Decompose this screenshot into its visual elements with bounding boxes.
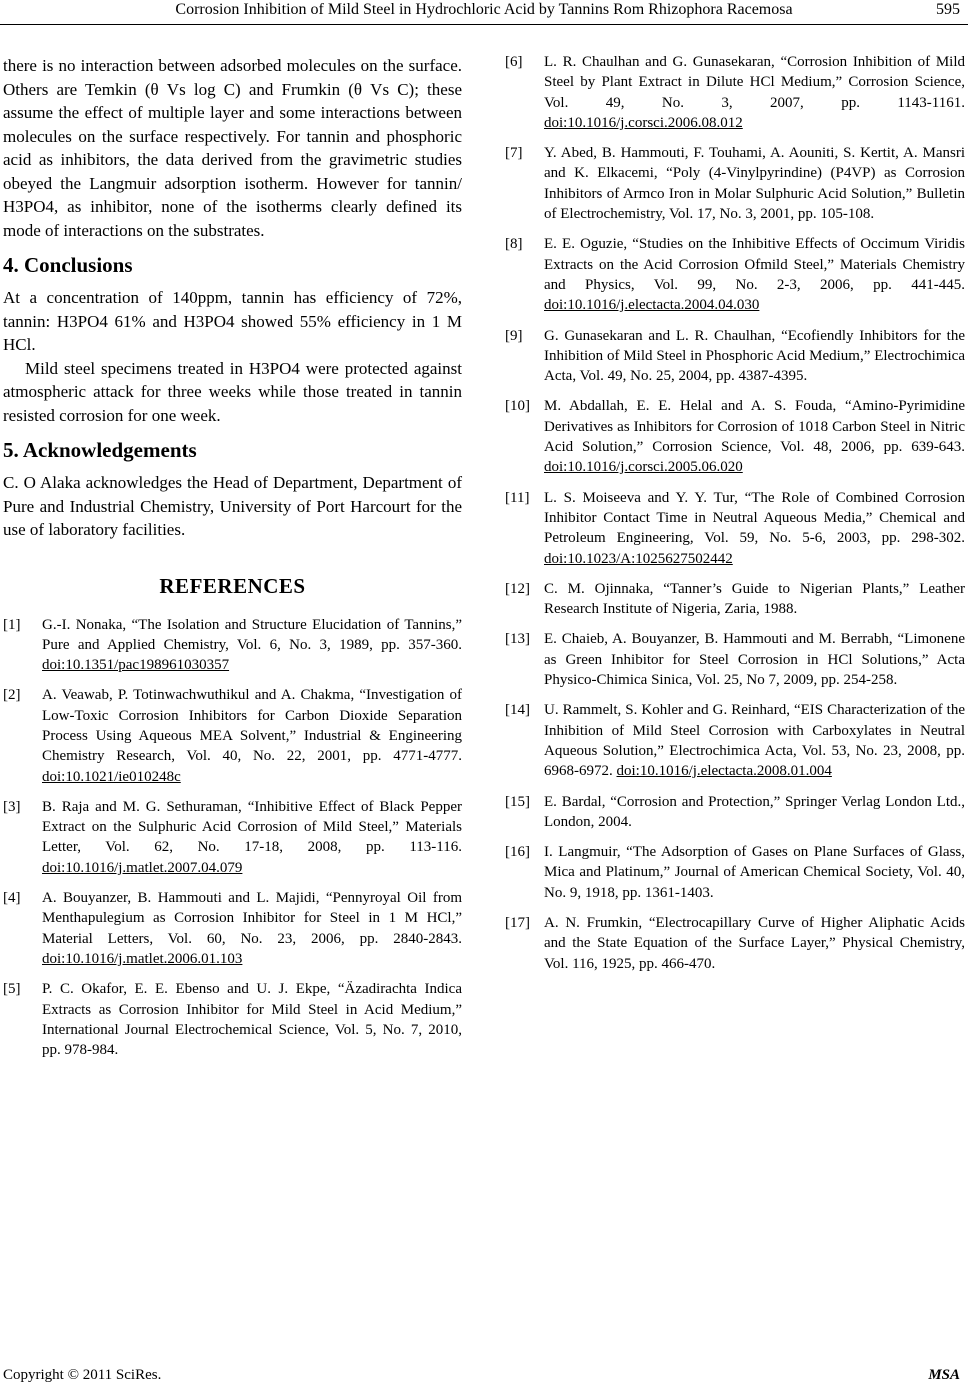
reference-item (505, 143, 965, 224)
conclusions-paragraph-1: At a concentration of 140ppm, tannin has efficiency of 72%, tannin: H3PO4 61% and H3PO4 showed 55% efficiency in 1 M HCl. (3, 288, 462, 354)
reference-text: U. Rammelt, S. Kohler and G. Reinhard, “EIS Characterization of the Inhibition of Mild Steel Corrosion with Carboxylates in Neutral Aqueous Solution,” Electrochimica Acta, Vol. 53, No. 23, 2008, pp. 6968-6972. (544, 702, 965, 780)
reference-text: A. Veawab, P. Totinwachwuthikul and A. Chakma, “Investigation of Low-Toxic Corrosion Inhibitors for Carbon Dioxide Separation Process Using Aqueous MEA Solvent,” Industrial & Engineering Chemistry Research, Vol. 40, No. 22, 2001, pp. 4771-4777. (42, 687, 462, 765)
reference-item (505, 52, 965, 133)
reference-text: E. Bardal, “Corrosion and Protection,” Springer Verlag London Ltd., London, 2004. (544, 793, 965, 830)
reference-number: [13] (505, 631, 530, 648)
reference-number: [10] (505, 398, 530, 415)
footer-copyright: Copyright © 2011 SciRes. (3, 1367, 162, 1383)
conclusions-paragraph-2: Mild steel specimens treated in H3PO4 were protected against atmospheric attack for three weeks while those treated in tannin resisted corrosion for one week. (3, 358, 462, 425)
reference-item (3, 979, 462, 1060)
reference-number: [4] (3, 890, 21, 907)
reference-number: [2] (3, 687, 21, 704)
reference-text: A. Bouyanzer, B. Hammouti and L. Majidi, “Pennyroyal Oil from Menthapulegium as Corrosion Inhibitor for Steel in 1 M HCl,” Material Letters, Vol. 60, No. 23, 2006, pp. 2840-2843. (42, 890, 462, 947)
reference-text: E. Chaieb, A. Bouyanzer, B. Hammouti and M. Berrabh, “Limonene as Green Inhibitor for Steel Corrosion in HCl Solutions,” Acta Physico-Chimica Sinica, Vol. 25, No 7, 2009, pp. 254-258. (544, 631, 965, 689)
reference-text: C. M. Ojinnaka, “Tanner’s Guide to Nigerian Plants,” Leather Research Institute of Nigeria, Zaria, 1988. (544, 580, 965, 618)
reference-item (505, 396, 965, 477)
reference-doi-link[interactable]: doi:10.1021/ie010248c (42, 768, 181, 785)
reference-doi-link[interactable]: doi:10.1016/j.matlet.2006.01.103 (42, 950, 243, 967)
reference-number: [6] (505, 54, 523, 70)
reference-item (3, 797, 462, 878)
reference-number: [11] (505, 489, 530, 506)
reference-number: [5] (3, 981, 21, 998)
reference-number: [12] (505, 580, 530, 597)
references-heading: REFERENCES (159, 573, 306, 598)
reference-doi-link[interactable]: doi:10.1016/j.corsci.2005.06.020 (544, 459, 743, 476)
reference-doi-link[interactable]: doi:10.1023/A:1025627502442 (544, 550, 733, 567)
reference-doi-link[interactable]: doi:10.1351/pac198961030357 (42, 657, 230, 674)
body-paragraph-isotherms: there is no interaction between adsorbed molecules on the surface. Others are Temkin (θ Vs log C) and Frumkin (θ Vs C); these assume the effect of multiple layer and some interactions between molecules on the surface respectively. For tannin and phosphoric acid as inhibitors, the data derived from the gravimetric studies obeyed the Langmuir adsorption isotherm. However for tannin/ H3PO4, as inhibitor, none of the isotherms clearly defined its mode of interactions on the substrates. (3, 56, 462, 240)
reference-number: [17] (505, 914, 530, 931)
reference-item (505, 488, 965, 569)
reference-text: B. Raja and M. G. Sethuraman, “Inhibitive Effect of Black Pepper Extract on the Sulphuric Acid Corrosion of Mild Steel,” Materials Letter, Vol. 62, No. 17-18, 2008, pp. 113-116. (42, 798, 462, 856)
reference-text: G. Gunasekaran and L. R. Chaulhan, “Ecofiendly Inhibitors for the Inhibition of Mild Steel in Phosphoric Acid Medium,” Electrochimica Acta, Vol. 49, No. 25, 2004, pp. 4387-4395. (544, 327, 965, 385)
right-column (505, 52, 965, 984)
reference-item (505, 792, 965, 833)
reference-number: [15] (505, 793, 530, 810)
reference-number: [16] (505, 844, 530, 861)
reference-number: [14] (505, 702, 530, 719)
running-title: Corrosion Inhibition of Mild Steel in Hydrochloric Acid by Tannins Rom Rhizophora Racemosa (175, 1, 793, 18)
reference-number: [9] (505, 327, 523, 344)
reference-item (505, 579, 965, 620)
reference-item (505, 326, 965, 387)
conclusions-heading: 4. Conclusions (3, 253, 133, 277)
reference-item (3, 888, 462, 969)
reference-item (505, 629, 965, 690)
reference-text: G.-I. Nonaka, “The Isolation and Structure Elucidation of Tannins,” Pure and Applied Chemistry, Vol. 6, No. 3, 1989, pp. 357-360. (42, 616, 462, 653)
reference-doi-link[interactable]: doi:10.1016/j.corsci.2006.08.012 (544, 114, 743, 131)
reference-number: [1] (3, 616, 21, 633)
header-rule (0, 24, 968, 25)
acknowledgements-paragraph: C. O Alaka acknowledges the Head of Department, Department of Pure and Industrial Chemistry, University of Port Harcourt for the use of laboratory facilities. (3, 473, 462, 539)
reference-text: P. C. Okafor, E. E. Ebenso and U. J. Ekpe, “Äzadirachta Indica Extracts as Corrosion Inhibitor for Mild Steel in Acid Medium,” International Journal Electrochemical Science, Vol. 5, No. 7, 2010, pp. 978-984. (42, 981, 462, 1059)
reference-text: M. Abdallah, E. E. Helal and A. S. Fouda, “Amino-Pyrimidine Derivatives as Inhibitors for Corrosion of 1018 Carbon Steel in Nitric Acid Solution,” Corrosion Science, Vol. 48, 2006, pp. 639-643. (544, 398, 965, 456)
reference-doi-link[interactable]: doi:10.1016/j.electacta.2008.01.004 (616, 763, 832, 780)
acknowledgements-heading: 5. Acknowledgements (3, 438, 197, 462)
reference-number: [8] (505, 236, 523, 253)
reference-item (505, 842, 965, 903)
reference-item (505, 913, 965, 974)
reference-item (505, 234, 965, 315)
reference-text: E. E. Oguzie, “Studies on the Inhibitive Effects of Occimum Viridis Extracts on the Acid Corrosion Ofmild Steel,” Materials Chemistry and Physics, Vol. 99, No. 2-3, 2006, pp. 441-445. (544, 236, 965, 293)
reference-number: [3] (3, 798, 21, 815)
reference-item (3, 615, 462, 676)
footer-journal-abbrev: MSA (928, 1367, 960, 1383)
reference-text: Y. Abed, B. Hammouti, F. Touhami, A. Aouniti, S. Kertit, A. Mansri and K. Elkacemi, “Poly (4-Vinylpyrindine) (P4VP) as Corrosion Inhibitors of Armco Iron in Molar Sulphuric Acid Solution,” Bulletin of Electrochemistry, Vol. 17, No. 3, 2001, pp. 105-108. (544, 145, 965, 223)
reference-text: A. N. Frumkin, “Electrocapillary Curve of Higher Aliphatic Acids and the State Equation of the Surface Layer,” Physical Chemistry, Vol. 116, 1925, pp. 466-470. (544, 914, 965, 972)
reference-number: [7] (505, 145, 523, 162)
reference-text: L. S. Moiseeva and Y. Y. Tur, “The Role of Combined Corrosion Inhibitor Contact Time in Neutral Aqueous Media,” Chemical and Petroleum Engineering, Vol. 59, No. 5-6, 2003, pp. 298-302. (544, 489, 965, 547)
left-column (3, 54, 462, 1070)
reference-item (505, 700, 965, 781)
reference-item (3, 685, 462, 786)
reference-doi-link[interactable]: doi:10.1016/j.matlet.2007.04.079 (42, 859, 243, 876)
page-number: 595 (936, 1, 960, 18)
reference-text: I. Langmuir, “The Adsorption of Gases on Plane Surfaces of Glass, Mica and Platinum,” Journal of American Chemical Society, Vol. 40, No. 9, 1918, pp. 1361-1403. (544, 844, 965, 901)
reference-doi-link[interactable]: doi:10.1016/j.electacta.2004.04.030 (544, 297, 760, 314)
running-header (0, 0, 968, 26)
reference-text: L. R. Chaulhan and G. Gunasekaran, “Corrosion Inhibition of Mild Steel by Plant Extract in Dilute HCl Medium,” Corrosion Science, Vol. 49, No. 3, 2007, pp. 1143-1161. (544, 54, 965, 111)
